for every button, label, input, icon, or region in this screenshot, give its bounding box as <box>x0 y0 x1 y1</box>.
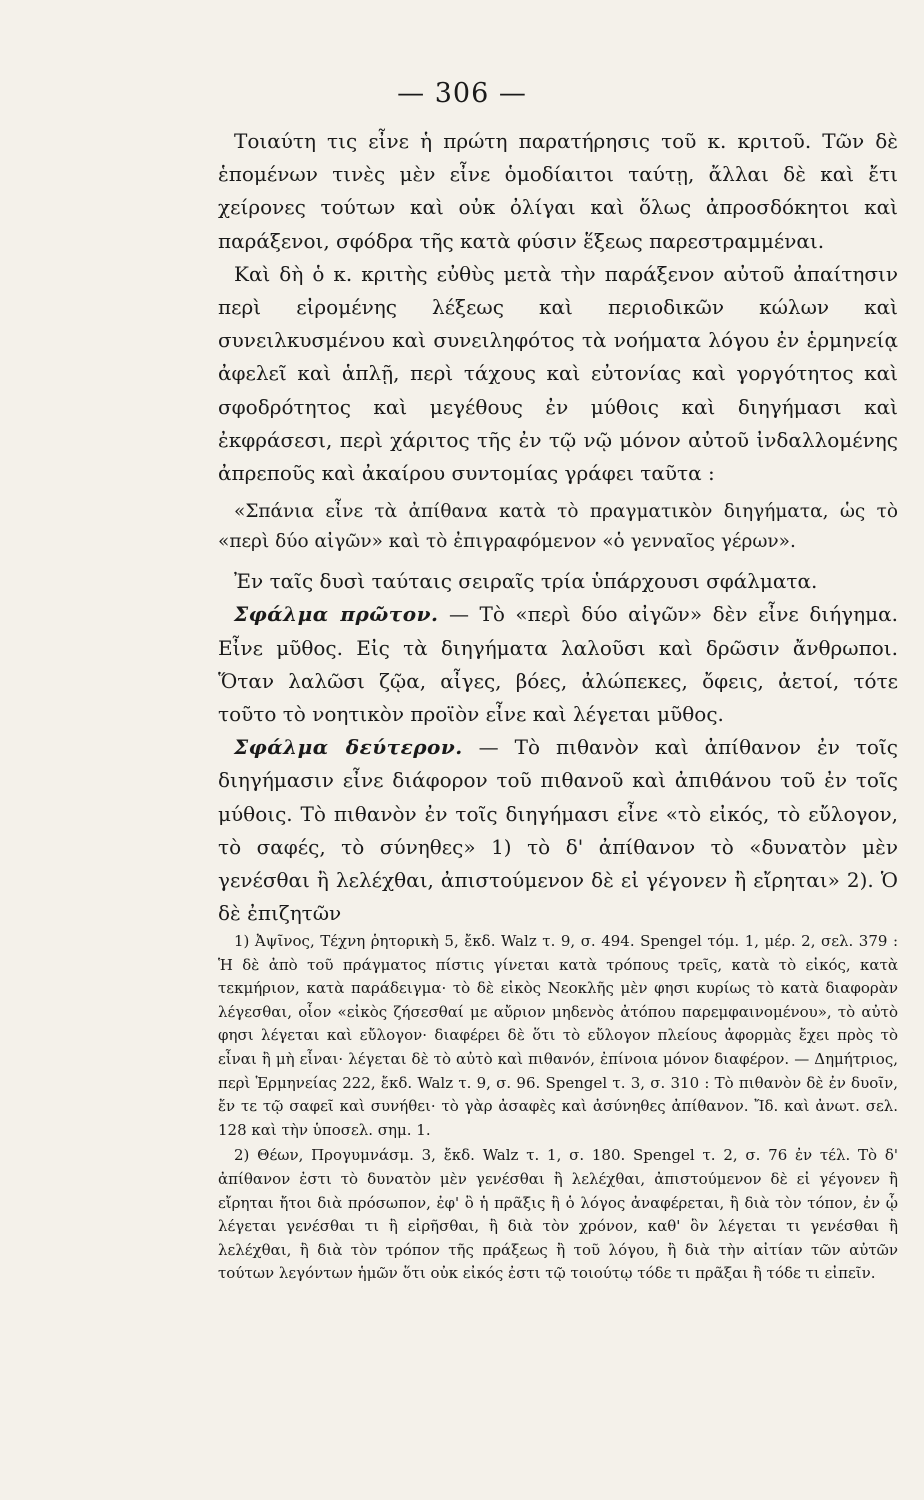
footnote-1: 1) Ἀψῖνος, Τέχνη ῥητορικὴ 5, ἔκδ. Walz τ. 9, σ. 494. Spengel τόμ. 1, μέρ. 2, σελ. 379 : Ἡ δὲ ἀπὸ τοῦ πράγματος πίστις γίνεται κατὰ τρόπους τρεῖς, κατὰ τὸ εἰκός, κατὰ τεκμήριον, κατὰ παράδειγμα· τὸ δὲ εἰκὸς Νεοκλῆς μὲν φησι κυρίως τὸ κατὰ διαφορὰν λέγεσθαι, οἷον «εἰκὸς ζήσεσθαί με αὔριον μηδενὸς ἀτόπου παρεμφαινομένου», τὸ αὐτὸ φησι λέγεται καὶ εὔλογον· διαφέρει δὲ ὅτι τὸ εὔλογον πλείους ἀφορμὰς ἔχει πρὸς τὸ εἶναι ἢ μὴ εἶναι· λέγεται δὲ τὸ αὐτὸ καὶ πιθανόν, ἐπίνοια μόνον διαφέρον. — Δημήτριος, περὶ Ἑρμηνείας 222, ἔκδ. Walz τ. 9, σ. 96. Spengel τ. 3, σ. 310 : Τὸ πιθανὸν δὲ ἐν δυοῖν, ἔν τε τῷ σαφεῖ καὶ συνήθει· τὸ γὰρ ἀσαφὲς καὶ ἀσύνηθες ἀπίθανον. Ἴδ. καὶ ἀνωτ. σελ. 128 καὶ τὴν ὑποσελ. σημ. 1. <box>218 932 898 1139</box>
paragraph-5 <box>218 731 898 930</box>
page-number: — 306 — <box>397 78 527 109</box>
quotation: «Σπάνια εἶνε τὰ ἀπίθανα κατὰ τὸ πραγματικὸν διηγήματα, ὡς τὸ «περὶ δύο αἰγῶν» καὶ τὸ ἐπιγραφόμενον «ὁ γενναῖος γέρων». <box>218 501 898 553</box>
footnotes <box>218 930 898 1286</box>
paragraph-5-text: — Τὸ πιθανὸν καὶ ἀπίθανον ἐν τοῖς διηγήμασιν εἶνε διάφορον τοῦ πιθανοῦ καὶ ἀπιθάνου τοῦ ἐν τοῖς μύθοις. Τὸ πιθανὸν ἐν τοῖς διηγήμασι εἶνε «τὸ εἰκός, τὸ εὔλογον, τὸ σαφές, τὸ σύνηθες» 1) τὸ δ' ἀπίθανον τὸ «δυνατὸν μὲν γενέσθαι ἢ λελέχθαι, ἀπιστούμενον δὲ εἰ γέγονεν ἢ εἴρηται» 2). Ὁ δὲ ἐπιζητῶν <box>218 735 898 926</box>
section-heading-first-error: Σφάλμα πρῶτον. <box>234 602 439 627</box>
paragraph-4 <box>218 598 898 731</box>
paragraph-4-text: — Τὸ «περὶ δύο αἰγῶν» δὲν εἶνε διήγημα. Εἶνε μῦθος. Εἰς τὰ διηγήματα λαλοῦσι καὶ δρῶσιν ἄνθρωποι. Ὅταν λαλῶσι ζῷα, αἶγες, βόες, ἀλώπεκες, ὄφεις, ἀετοί, τότε τοῦτο τὸ νοητικὸν προϊὸν εἶνε καὶ λέγεται μῦθος. <box>218 602 898 727</box>
section-heading-second-error: Σφάλμα δεύτερον. <box>234 735 463 760</box>
paragraph-1: Τοιαύτη τις εἶνε ἡ πρώτη παρατήρησις τοῦ κ. κριτοῦ. Τῶν δὲ ἑπομένων τινὲς μὲν εἶνε ὁμοδίαιτοι ταύτῃ, ἄλλαι δὲ καὶ ἔτι χείρονες τούτων καὶ οὐκ ὀλίγαι καὶ ὅλως ἀπροσδόκητοι καὶ παράξενοι, σφόδρα τῆς κατὰ φύσιν ἕξεως παρεστραμμέναι. <box>218 129 898 253</box>
footnote-2: 2) Θέων, Προγυμνάσμ. 3, ἔκδ. Walz τ. 1, σ. 180. Spengel τ. 2, σ. 76 ἐν τέλ. Τὸ δ' ἀπίθανον ἐστι τὸ δυνατὸν μὲν γενέσθαι ἢ λελέχθαι, ἀπιστούμενον δὲ εἰ γέγονεν ἢ εἴρηται ἤτοι διὰ πρόσωπον, ἐφ' ὃ ἡ πρᾶξις ἢ ὁ λόγος ἀναφέρεται, ἢ διὰ τὸν τόπον, ἐν ᾧ λέγεται γενέσθαι τι ἢ εἰρῆσθαι, ἢ διὰ τὸν χρόνον, καθ' ὃν λέγεται τι γενέσθαι ἢ λελέχθαι, ἢ διὰ τὸν τρόπον τῆς πράξεως ἢ τοῦ λόγου, ἢ διὰ τὴν αἰτίαν τῶν αὐτῶν τούτων λεγόντων ἡμῶν ὅτι οὐκ εἰκός ἐστι τῷ τοιούτῳ τόδε τι πρᾶξαι ἢ τόδε τι εἰπεῖν. <box>218 1146 898 1283</box>
paragraph-3: Ἐν ταῖς δυσὶ ταύταις σειραῖς τρία ὑπάρχουσι σφάλματα. <box>234 569 818 594</box>
main-text <box>218 125 898 930</box>
paragraph-2: Καὶ δὴ ὁ κ. κριτὴς εὐθὺς μετὰ τὴν παράξενον αὐτοῦ ἀπαίτησιν περὶ εἰρομένης λέξεως καὶ περιοδικῶν κώλων καὶ συνειλκυσμένου καὶ συνειληφότος τὰ νοήματα λόγου ἐν ἑρμηνείᾳ ἀφελεῖ καὶ ἁπλῇ, περὶ τάχους καὶ εὐτονίας καὶ γοργότητος καὶ σφοδρότητος καὶ μεγέθους ἐν μύθοις καὶ διηγήμασι καὶ ἐκφράσεσι, περὶ χάριτος τῆς ἐν τῷ νῷ μόνον αὐτοῦ ἰνδαλλομένης ἀπρεποῦς καὶ ἀκαίρου συντομίας γράφει ταῦτα : <box>218 261 898 486</box>
